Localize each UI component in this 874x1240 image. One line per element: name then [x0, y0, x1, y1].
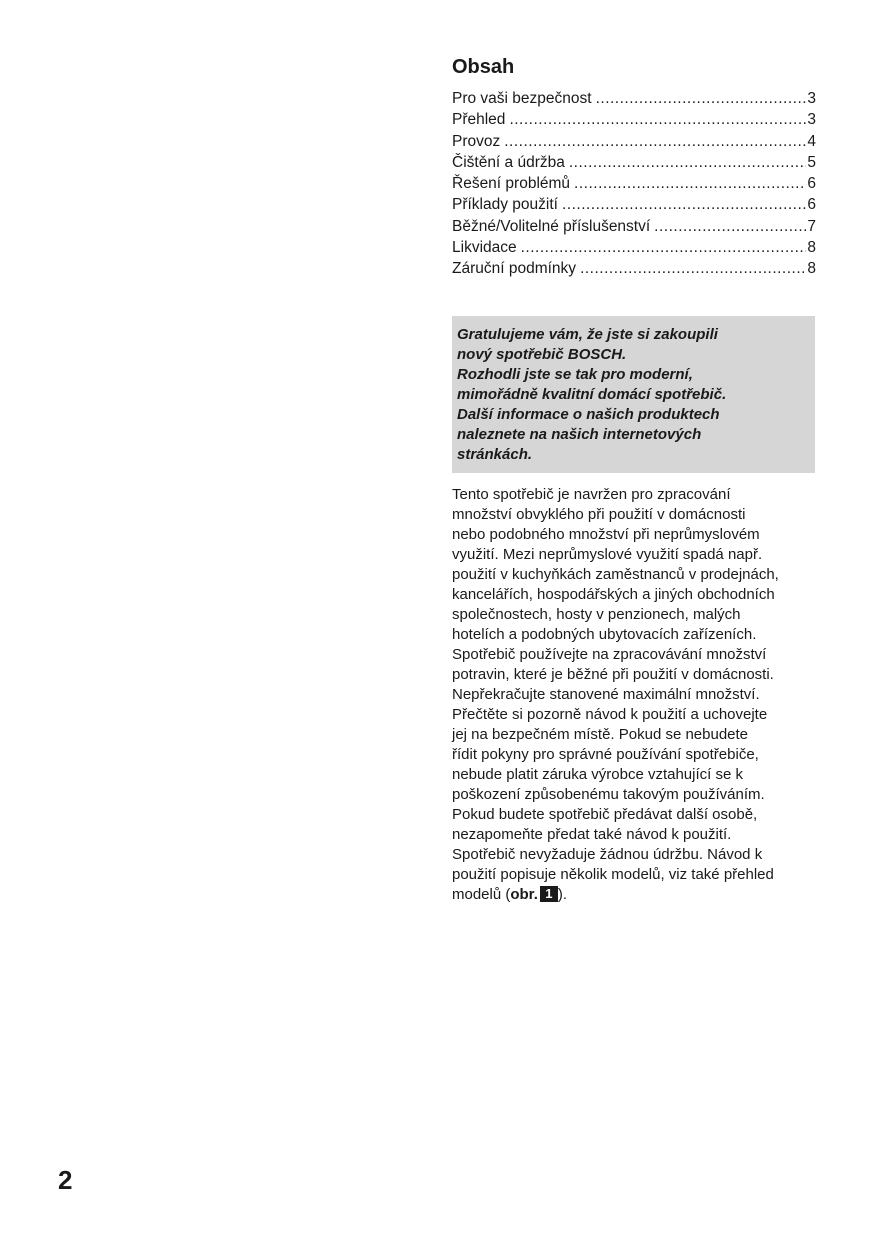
intro-line: Rozhodli jste se tak pro moderní,: [457, 366, 693, 383]
figure-number-badge: 1: [540, 886, 558, 902]
body-last-line-prefix: modelů (: [452, 886, 511, 903]
toc-item-label: Řešení problémů: [452, 175, 571, 193]
toc-item-page: 3: [807, 90, 816, 107]
body-line-last: [452, 885, 822, 905]
toc-item[interactable]: [452, 131, 816, 152]
body-line: nezapomeňte předat také návod k použití.: [452, 826, 732, 843]
body-line: použití popisuje několik modelů, viz také přehled: [452, 866, 774, 883]
toc-leader-dots: [654, 216, 806, 237]
body-last-line-suffix: ).: [557, 886, 568, 903]
toc-item-page: 8: [807, 260, 816, 278]
toc-item[interactable]: [452, 237, 816, 258]
toc-item[interactable]: [452, 152, 816, 173]
table-of-contents: [452, 55, 816, 280]
body-line: Spotřebič používejte na zpracovávání množství: [452, 646, 767, 663]
body-line: Přečtěte si pozorně návod k použití a uchovejte: [452, 706, 768, 723]
toc-item-page: 5: [807, 153, 816, 171]
body-line: hotelích a podobných ubytovacích zařízeních.: [452, 626, 757, 643]
intro-line: Další informace o našich produktech: [457, 406, 720, 423]
intro-line: nový spotřebič BOSCH.: [457, 346, 627, 363]
body-line: Nepřekračujte stanovené maximální množství.: [452, 686, 760, 703]
body-line: použití v kuchyňkách zaměstnanců v prodejnách,: [452, 566, 779, 583]
toc-leader-dots: [509, 109, 806, 130]
body-line: řídit pokyny pro správné používání spotřebiče,: [452, 746, 759, 763]
toc-item-page: 3: [807, 111, 816, 129]
toc-leader-dots: [596, 88, 807, 109]
toc-item-page: 8: [807, 239, 816, 257]
toc-item-label: Přehled: [452, 111, 506, 129]
body-line: Pokud budete spotřebič předávat další osobě,: [452, 806, 758, 823]
toc-leader-dots: [574, 173, 806, 194]
toc-leader-dots: [521, 237, 807, 258]
toc-item[interactable]: [452, 109, 816, 130]
toc-item-label: Čištění a údržba: [452, 153, 565, 171]
body-line: kancelářích, hospodářských a jiných obchodních: [452, 586, 775, 603]
toc-item[interactable]: [452, 194, 816, 215]
body-line: využití. Mezi neprůmyslové využití spadá např.: [452, 546, 763, 563]
intro-highlight-box: [452, 316, 815, 473]
toc-item[interactable]: [452, 258, 816, 279]
toc-leader-dots: [569, 152, 807, 173]
body-line: nebude platit záruka výrobce vztahující se k: [452, 766, 743, 783]
toc-item[interactable]: [452, 173, 816, 194]
toc-leader-dots: [562, 194, 806, 215]
toc-leader-dots: [504, 131, 806, 152]
body-line: množství obvyklého při použití v domácnosti: [452, 506, 746, 523]
intro-line: Gratulujeme vám, že jste si zakoupili: [457, 326, 718, 343]
toc-item-label: Likvidace: [452, 239, 517, 257]
body-line: poškození způsobenému takovým používáním.: [452, 786, 765, 803]
intro-line: mimořádně kvalitní domácí spotřebič.: [457, 386, 727, 403]
toc-list: [452, 88, 816, 280]
body-paragraph: [452, 485, 822, 905]
page-number: 2: [58, 1165, 73, 1195]
toc-item-label: Pro vaši bezpečnost: [452, 90, 592, 107]
toc-item-page: 6: [807, 175, 816, 193]
body-line: jej na bezpečném místě. Pokud se nebudete: [452, 726, 749, 743]
body-line: společnostech, hosty v penzionech, malých: [452, 606, 741, 623]
toc-leader-dots: [580, 258, 806, 279]
intro-line: naleznete na našich internetových: [457, 426, 702, 443]
toc-item[interactable]: [452, 216, 816, 237]
toc-item-page: 7: [807, 217, 816, 235]
body-line: potravin, které je běžné při použití v domácnosti.: [452, 666, 774, 683]
toc-item-label: Běžné/Volitelné příslušenství: [452, 217, 651, 235]
body-line: nebo podobného množství při neprůmyslovém: [452, 526, 760, 543]
toc-item-page: 4: [807, 132, 816, 150]
toc-item[interactable]: [452, 88, 816, 109]
toc-title: Obsah: [452, 56, 515, 78]
toc-item-page: 6: [807, 196, 816, 214]
figure-label: obr.: [510, 886, 538, 903]
intro-line: stránkách.: [457, 446, 533, 463]
body-line: Tento spotřebič je navržen pro zpracování: [452, 486, 731, 503]
toc-item-label: Příklady použití: [452, 196, 558, 214]
toc-item-label: Provoz: [452, 132, 501, 150]
figure-reference[interactable]: [510, 886, 558, 903]
body-line: Spotřebič nevyžaduje žádnou údržbu. Návod k: [452, 846, 763, 863]
toc-item-label: Záruční podmínky: [452, 260, 577, 278]
